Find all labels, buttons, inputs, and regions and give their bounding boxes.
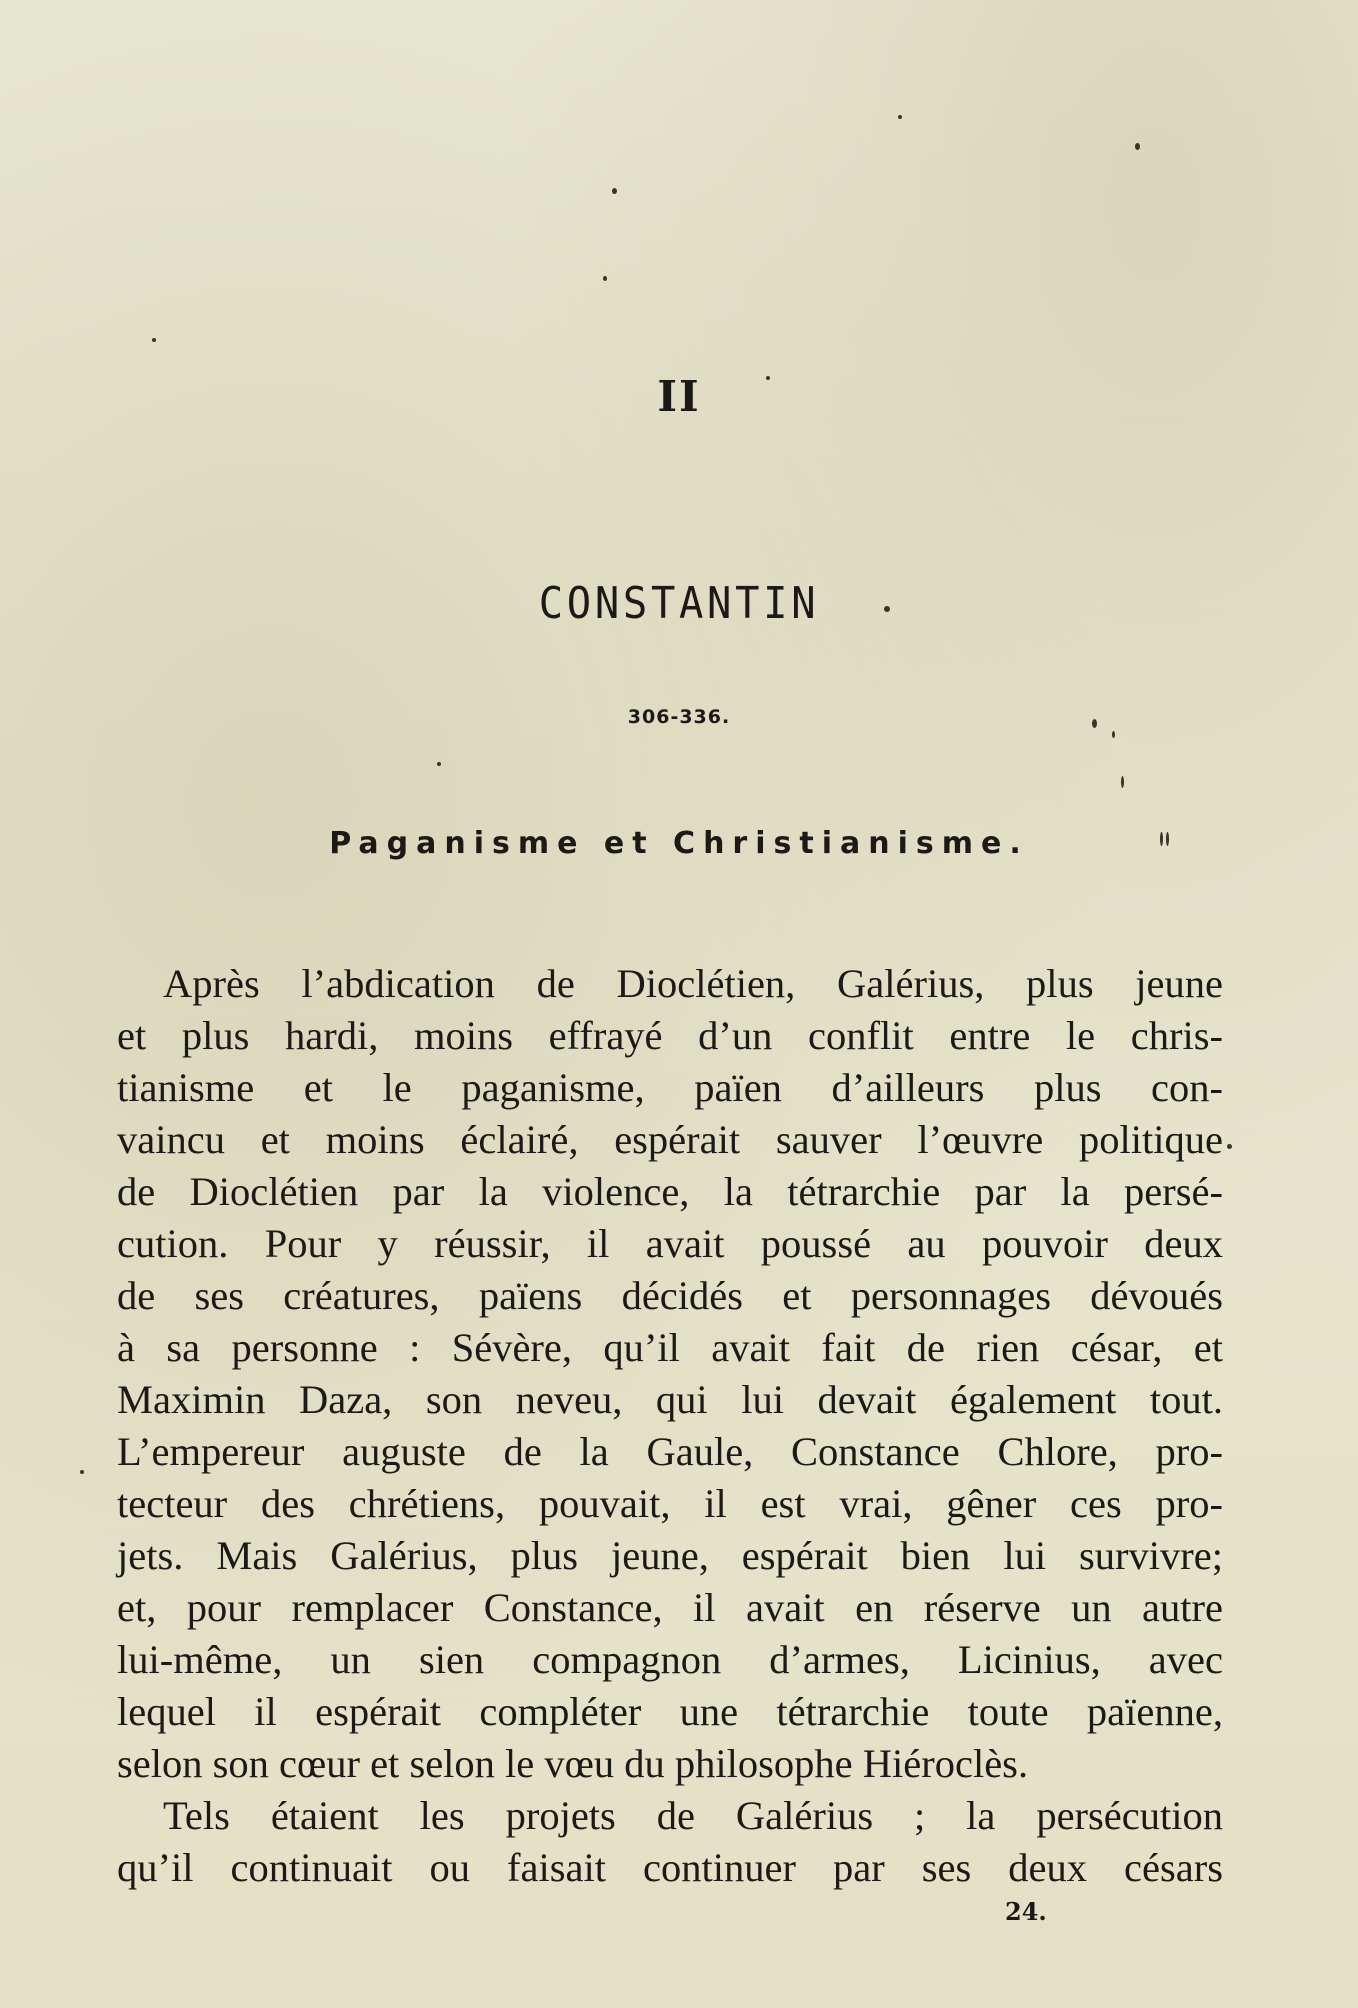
paper-speck bbox=[612, 188, 617, 194]
paper-speck bbox=[437, 762, 441, 766]
paper-speck bbox=[898, 115, 902, 119]
page-number: 24. bbox=[1005, 1897, 1047, 1926]
paper-speck bbox=[1121, 776, 1124, 788]
chapter-dates: 306-336. bbox=[627, 706, 731, 728]
text-line: qu’il continuait ou faisait continuer par ses deux césars bbox=[117, 1845, 1223, 1890]
text-line: et plus hardi, moins effrayé d’un conflit entre le chris- bbox=[117, 1013, 1223, 1058]
paper-speck bbox=[1135, 143, 1140, 150]
text-line: lui-même, un sien compagnon d’armes, Licinius, avec bbox=[117, 1637, 1223, 1682]
body-text bbox=[117, 958, 1223, 1894]
chapter-title: CONSTANTIN bbox=[538, 578, 820, 629]
text-line: cution. Pour y réussir, il avait poussé au pouvoir deux bbox=[117, 1221, 1223, 1266]
chapter-number: II bbox=[657, 372, 701, 421]
text-line: vaincu et moins éclairé, espérait sauver l’œuvre politique bbox=[117, 1117, 1223, 1162]
text-line: Tels étaient les projets de Galérius ; la persécution bbox=[163, 1793, 1223, 1838]
text-line: L’empereur auguste de la Gaule, Constance Chlore, pro- bbox=[117, 1429, 1223, 1474]
text-line: tecteur des chrétiens, pouvait, il est vrai, gêner ces pro- bbox=[117, 1481, 1223, 1526]
paper-speck bbox=[1160, 832, 1163, 846]
text-line: à sa personne : Sévère, qu’il avait fait de rien césar, et bbox=[117, 1325, 1223, 1370]
paper-speck bbox=[152, 338, 156, 342]
section-heading: Paganisme et Christianisme. bbox=[329, 826, 1029, 861]
text-line: Après l’abdication de Dioclétien, Galérius, plus jeune bbox=[163, 961, 1223, 1006]
paper-speck bbox=[1227, 1144, 1232, 1149]
text-line: de ses créatures, païens décidés et personnages dévoués bbox=[117, 1273, 1223, 1318]
text-line: selon son cœur et selon le vœu du philosophe Hiéroclès. bbox=[117, 1741, 1029, 1786]
paper-speck bbox=[603, 276, 607, 281]
paper-speck bbox=[80, 1470, 84, 1474]
paper-speck bbox=[1166, 832, 1169, 846]
paper-speck bbox=[1112, 731, 1115, 738]
paper-speck bbox=[884, 606, 890, 612]
text-line: Maximin Daza, son neveu, qui lui devait également tout. bbox=[117, 1377, 1223, 1422]
text-line: tianisme et le paganisme, païen d’ailleurs plus con- bbox=[117, 1065, 1223, 1110]
paper-speck bbox=[766, 376, 770, 380]
text-line: lequel il espérait compléter une tétrarchie toute païenne, bbox=[117, 1689, 1223, 1734]
text-line: et, pour remplacer Constance, il avait en réserve un autre bbox=[117, 1585, 1223, 1630]
text-line: de Dioclétien par la violence, la tétrarchie par la persé- bbox=[117, 1169, 1223, 1214]
text-line: jets. Mais Galérius, plus jeune, espérait bien lui survivre; bbox=[117, 1533, 1223, 1578]
paper-speck bbox=[1092, 719, 1097, 728]
